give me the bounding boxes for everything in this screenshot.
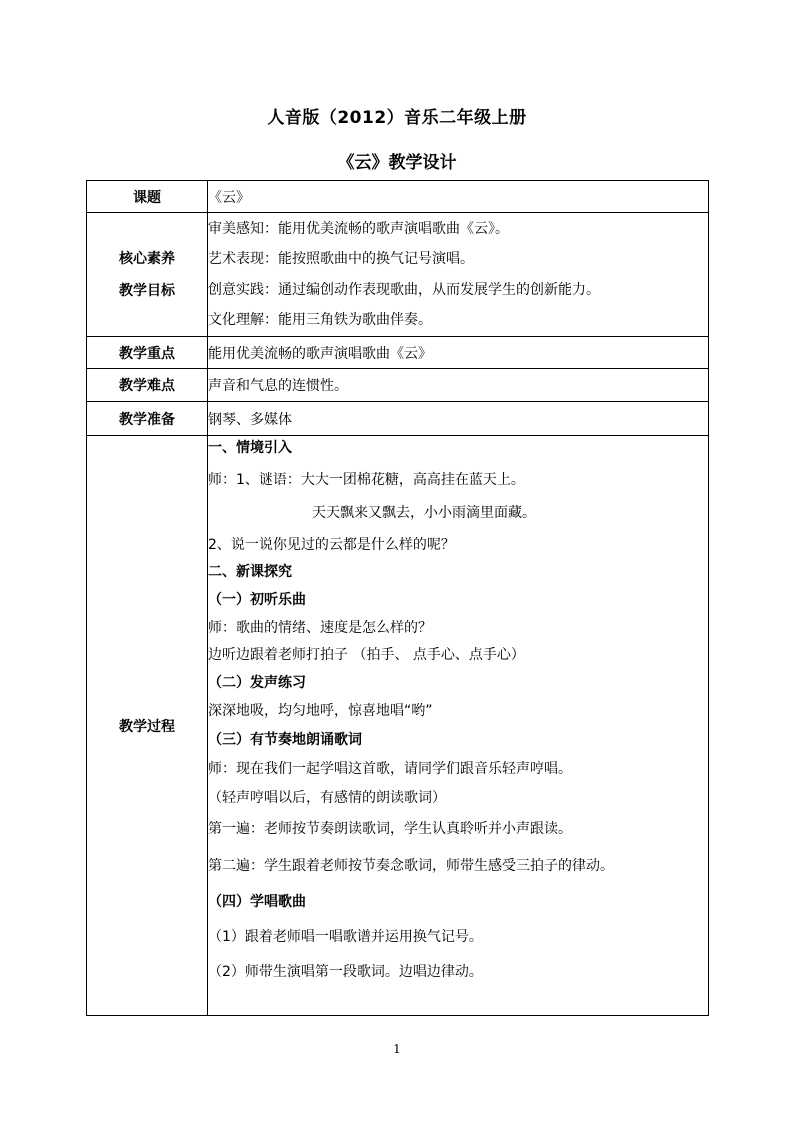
document-title: 人音版（2012）音乐二年级上册 (267, 108, 527, 128)
difficulty-label: 教学难点 (87, 369, 208, 402)
goals-label (87, 213, 208, 337)
goal-item: 审美感知：能用优美流畅的歌声演唱歌曲《云》。 (208, 220, 509, 237)
process-line: 深深地吸，均匀地呼，惊喜地唱“哟” (208, 703, 433, 719)
lesson-plan-table (86, 180, 709, 1016)
process-line: 天天飘来又飘去，小小雨滴里面藏。 (312, 505, 536, 521)
key-point-value: 能用优美流畅的歌声演唱歌曲《云》 (208, 337, 709, 369)
process-line: （四）学唱歌曲 (208, 894, 306, 910)
process-content (208, 436, 709, 1016)
goal-item: 文化理解：能用三角铁为歌曲伴奏。 (208, 312, 432, 328)
goal-item: 创意实践：通过编创动作表现歌曲，从而发展学生的创新能力。 (208, 281, 600, 298)
process-line: 第二遍：学生跟着老师按节奏念歌词，师带生感受三拍子的律动。 (208, 858, 614, 874)
process-label: 教学过程 (87, 436, 208, 1016)
process-line: 第一遍：老师按节奏朗读歌词，学生认真聆听并小声跟读。 (208, 821, 572, 837)
process-line: 边听边跟着老师打拍子 （拍手、 点手心、点手心） (208, 647, 525, 663)
process-line: （2）师带生演唱第一段歌词。边唱边律动。 (208, 964, 483, 980)
document-subtitle: 《云》教学设计 (337, 153, 457, 173)
process-line: （1）跟着老师唱一唱歌谱并运用换气记号。 (208, 929, 483, 945)
table-row-topic (87, 181, 709, 213)
process-line: 2、说一说你见过的云都是什么样的呢？ (208, 537, 455, 553)
table-row-key-point (87, 337, 709, 369)
process-line: （轻声哼唱以后，有感情的朗读歌词） (208, 790, 446, 806)
topic-value: 《云》 (208, 181, 709, 213)
process-line: （一）初听乐曲 (208, 592, 306, 608)
table-row-preparation (87, 402, 709, 436)
difficulty-value: 声音和气息的连惯性。 (208, 369, 709, 402)
process-line: 师：歌曲的情绪、速度是怎么样的？ (208, 620, 432, 636)
table-row-difficulty (87, 369, 709, 402)
preparation-label: 教学准备 (87, 402, 208, 436)
page-number: 1 (393, 1042, 401, 1056)
table-row-goals (87, 213, 709, 337)
key-point-label: 教学重点 (87, 337, 208, 369)
topic-label: 课题 (87, 181, 208, 213)
goal-item: 艺术表现：能按照歌曲中的换气记号演唱。 (208, 251, 474, 267)
process-line: 二、新课探究 (208, 564, 292, 580)
process-line: （三）有节奏地朗诵歌词 (208, 732, 362, 748)
process-line: 师：现在我们一起学唱这首歌，请同学们跟音乐轻声哼唱。 (208, 761, 572, 777)
table-row-process (87, 436, 709, 1016)
process-line: 一、情境引入 (208, 440, 292, 456)
process-line: （二）发声练习 (208, 675, 306, 691)
preparation-value: 钢琴、多媒体 (208, 402, 709, 436)
goals-content (208, 213, 709, 337)
goals-label-line2: 教学目标 (119, 282, 175, 299)
goals-label-line1: 核心素养 (119, 250, 175, 267)
process-line: 师：1、谜语：大大一团棉花糖，高高挂在蓝天上。 (208, 472, 525, 488)
